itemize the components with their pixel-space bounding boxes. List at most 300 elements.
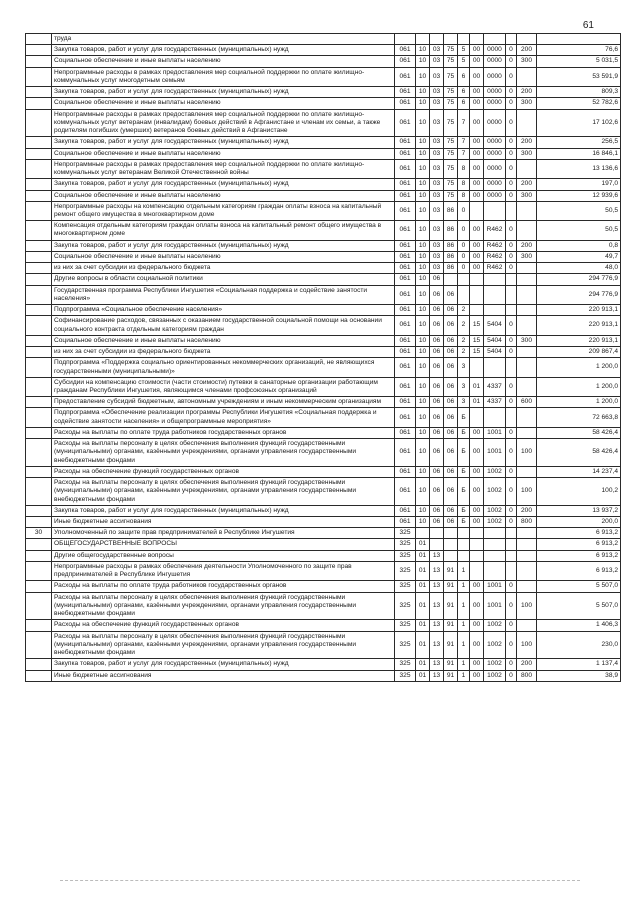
code-cell: 0 <box>506 335 517 346</box>
code-cell: 10 <box>416 397 430 408</box>
code-cell: 01 <box>470 397 484 408</box>
code-cell: 13 <box>430 581 444 592</box>
code-cell: 800 <box>517 517 537 528</box>
amount-cell <box>537 34 621 45</box>
amount-cell: 220 913,1 <box>537 305 621 316</box>
table-row <box>26 87 621 98</box>
code-cell: 200 <box>517 87 537 98</box>
row-number <box>26 592 52 620</box>
code-cell: 600 <box>517 397 537 408</box>
code-cell: 0 <box>506 620 517 631</box>
code-cell: 325 <box>395 620 416 631</box>
table-row <box>26 45 621 56</box>
code-cell: 1001 <box>484 581 506 592</box>
code-cell <box>517 285 537 304</box>
row-number <box>26 581 52 592</box>
row-number <box>26 34 52 45</box>
code-cell <box>470 201 484 220</box>
code-cell: 00 <box>470 505 484 516</box>
code-cell: 01 <box>416 561 430 580</box>
code-cell <box>506 274 517 285</box>
code-cell: 10 <box>416 347 430 358</box>
code-cell: 00 <box>470 478 484 506</box>
code-cell: 0000 <box>484 109 506 137</box>
code-cell <box>470 408 484 427</box>
code-cell: 0 <box>506 67 517 86</box>
code-cell: 01 <box>416 670 430 681</box>
code-cell: 0 <box>458 251 470 262</box>
code-cell: 10 <box>416 201 430 220</box>
code-cell: 061 <box>395 347 416 358</box>
amount-cell: 49,7 <box>537 251 621 262</box>
code-cell: 0 <box>506 670 517 681</box>
code-cell: 061 <box>395 137 416 148</box>
amount-cell: 1 200,0 <box>537 397 621 408</box>
code-cell: 75 <box>444 179 458 190</box>
code-cell: 0 <box>506 159 517 178</box>
row-number <box>26 517 52 528</box>
code-cell: 03 <box>430 179 444 190</box>
code-cell: 061 <box>395 377 416 396</box>
row-number <box>26 347 52 358</box>
code-cell <box>470 34 484 45</box>
code-cell <box>517 263 537 274</box>
code-cell: 00 <box>470 631 484 659</box>
table-row <box>26 190 621 201</box>
code-cell: 06 <box>444 517 458 528</box>
amount-cell: 50,5 <box>537 221 621 240</box>
code-cell: 13 <box>430 670 444 681</box>
code-cell: Б <box>458 439 470 467</box>
code-cell: 1 <box>458 561 470 580</box>
amount-cell: 6 913,2 <box>537 528 621 539</box>
amount-cell: 5 031,5 <box>537 56 621 67</box>
code-cell: 0 <box>458 201 470 220</box>
code-cell: 7 <box>458 109 470 137</box>
code-cell: 06 <box>444 316 458 335</box>
expense-name: Закупка товаров, работ и услуг для государственных (муниципальных) нужд <box>52 659 395 670</box>
code-cell: 0 <box>506 316 517 335</box>
row-number <box>26 305 52 316</box>
code-cell: 00 <box>470 67 484 86</box>
code-cell: 75 <box>444 190 458 201</box>
expense-name: Компенсация отдельным категориям граждан оплаты взноса на капитальный ремонт общего имущества в многоквартирном доме <box>52 221 395 240</box>
code-cell <box>458 274 470 285</box>
table-row <box>26 550 621 561</box>
row-number <box>26 335 52 346</box>
code-cell <box>470 358 484 377</box>
code-cell: 325 <box>395 550 416 561</box>
code-cell <box>517 528 537 539</box>
code-cell: 0000 <box>484 67 506 86</box>
code-cell: 10 <box>416 439 430 467</box>
code-cell: 00 <box>470 592 484 620</box>
code-cell: 06 <box>430 358 444 377</box>
table-row <box>26 670 621 681</box>
table-row <box>26 148 621 159</box>
row-number <box>26 285 52 304</box>
amount-cell: 0,8 <box>537 240 621 251</box>
code-cell <box>484 305 506 316</box>
amount-cell: 197,0 <box>537 179 621 190</box>
code-cell: 061 <box>395 240 416 251</box>
code-cell: 325 <box>395 581 416 592</box>
code-cell: 00 <box>470 45 484 56</box>
code-cell: 0000 <box>484 190 506 201</box>
code-cell: 06 <box>430 505 444 516</box>
row-number <box>26 263 52 274</box>
code-cell: 10 <box>416 87 430 98</box>
amount-cell: 220 913,1 <box>537 335 621 346</box>
code-cell: 061 <box>395 148 416 159</box>
code-cell: 10 <box>416 45 430 56</box>
code-cell: 0 <box>506 631 517 659</box>
amount-cell: 13 937,2 <box>537 505 621 516</box>
amount-cell: 294 776,9 <box>537 274 621 285</box>
code-cell <box>506 285 517 304</box>
code-cell: 03 <box>430 137 444 148</box>
code-cell: 325 <box>395 539 416 550</box>
amount-cell: 256,5 <box>537 137 621 148</box>
code-cell: 100 <box>517 478 537 506</box>
code-cell: 10 <box>416 305 430 316</box>
code-cell: 1002 <box>484 466 506 477</box>
code-cell: Б <box>458 505 470 516</box>
code-cell: 1002 <box>484 631 506 659</box>
code-cell: 10 <box>416 478 430 506</box>
code-cell: 0 <box>458 263 470 274</box>
code-cell: 06 <box>430 305 444 316</box>
code-cell <box>470 539 484 550</box>
table-row <box>26 478 621 506</box>
expense-name: Закупка товаров, работ и услуг для государственных (муниципальных) нужд <box>52 240 395 251</box>
code-cell <box>517 221 537 240</box>
code-cell: 0 <box>506 251 517 262</box>
code-cell: Б <box>458 427 470 438</box>
code-cell: Б <box>458 408 470 427</box>
row-number <box>26 240 52 251</box>
code-cell: 061 <box>395 427 416 438</box>
code-cell <box>517 358 537 377</box>
expense-name: труда <box>52 34 395 45</box>
code-cell <box>517 466 537 477</box>
code-cell: 1002 <box>484 517 506 528</box>
code-cell: 06 <box>430 316 444 335</box>
code-cell: 061 <box>395 274 416 285</box>
row-number <box>26 148 52 159</box>
code-cell <box>484 358 506 377</box>
code-cell: 2 <box>458 316 470 335</box>
code-cell: 200 <box>517 45 537 56</box>
table-row <box>26 240 621 251</box>
code-cell: 01 <box>416 659 430 670</box>
expense-name: Подпрограмма «Социальное обеспечение населения» <box>52 305 395 316</box>
table-row <box>26 159 621 178</box>
expense-name: Расходы на выплаты по оплате труда работников государственных органов <box>52 427 395 438</box>
code-cell: 00 <box>470 98 484 109</box>
code-cell: 06 <box>444 358 458 377</box>
code-cell: 0 <box>506 427 517 438</box>
expense-name: Непрограммные расходы в рамках предоставления мер социальной поддержки по оплате жилищно-коммунальных услуг ветеранам (инвалидам) боевых действий в Афганистане и членам их семьи, а также родителям погибших (умерших) ветеранов боевых действий в Афганистане <box>52 109 395 137</box>
expense-name: Непрограммные расходы в рамках предоставления мер социальной поддержки по оплате жилищно-коммунальных услуг ветеранам Великой Отечественной войны <box>52 159 395 178</box>
code-cell: 06 <box>430 408 444 427</box>
row-number <box>26 251 52 262</box>
amount-cell: 38,9 <box>537 670 621 681</box>
code-cell: 00 <box>470 190 484 201</box>
table-row <box>26 347 621 358</box>
expense-name: Закупка товаров, работ и услуг для государственных (муниципальных) нужд <box>52 45 395 56</box>
code-cell: 06 <box>430 439 444 467</box>
code-cell: 06 <box>430 466 444 477</box>
code-cell <box>517 305 537 316</box>
code-cell: 06 <box>430 285 444 304</box>
amount-cell: 12 939,6 <box>537 190 621 201</box>
amount-cell: 230,0 <box>537 631 621 659</box>
code-cell: 01 <box>416 550 430 561</box>
code-cell <box>517 67 537 86</box>
code-cell: 300 <box>517 335 537 346</box>
table-row <box>26 517 621 528</box>
code-cell <box>484 274 506 285</box>
table-row <box>26 397 621 408</box>
amount-cell: 5 507,0 <box>537 592 621 620</box>
code-cell: 300 <box>517 148 537 159</box>
amount-cell: 76,6 <box>537 45 621 56</box>
code-cell: 1002 <box>484 659 506 670</box>
code-cell <box>506 358 517 377</box>
amount-cell: 53 591,9 <box>537 67 621 86</box>
code-cell: 0 <box>506 87 517 98</box>
code-cell: Б <box>458 466 470 477</box>
code-cell: 03 <box>430 109 444 137</box>
code-cell: 0 <box>458 221 470 240</box>
code-cell <box>458 539 470 550</box>
expense-name: Социальное обеспечение и иные выплаты населению <box>52 190 395 201</box>
table-row <box>26 631 621 659</box>
code-cell: 325 <box>395 561 416 580</box>
code-cell: 325 <box>395 592 416 620</box>
code-cell: 0 <box>506 190 517 201</box>
table-row <box>26 539 621 550</box>
code-cell: 00 <box>470 670 484 681</box>
code-cell <box>517 159 537 178</box>
table-row <box>26 505 621 516</box>
table-row <box>26 427 621 438</box>
amount-cell: 14 237,4 <box>537 466 621 477</box>
code-cell: 6 <box>458 67 470 86</box>
amount-cell: 809,3 <box>537 87 621 98</box>
row-number <box>26 466 52 477</box>
table-row <box>26 316 621 335</box>
code-cell: 061 <box>395 478 416 506</box>
code-cell: 0000 <box>484 87 506 98</box>
code-cell: 10 <box>416 358 430 377</box>
amount-cell: 52 782,6 <box>537 98 621 109</box>
code-cell: 1001 <box>484 592 506 620</box>
code-cell: 06 <box>444 305 458 316</box>
code-cell: 06 <box>444 505 458 516</box>
code-cell: 0 <box>506 659 517 670</box>
code-cell: 10 <box>416 109 430 137</box>
amount-cell: 220 913,1 <box>537 316 621 335</box>
row-number <box>26 56 52 67</box>
expense-name: Социальное обеспечение и иные выплаты населению <box>52 335 395 346</box>
code-cell: 1 <box>458 670 470 681</box>
code-cell: 00 <box>470 581 484 592</box>
code-cell: 200 <box>517 505 537 516</box>
code-cell: 8 <box>458 179 470 190</box>
code-cell: 0 <box>506 148 517 159</box>
code-cell: 200 <box>517 179 537 190</box>
amount-cell: 209 867,4 <box>537 347 621 358</box>
row-number <box>26 137 52 148</box>
code-cell <box>444 274 458 285</box>
code-cell: 75 <box>444 56 458 67</box>
code-cell: 1002 <box>484 670 506 681</box>
code-cell: 061 <box>395 56 416 67</box>
code-cell: 8 <box>458 190 470 201</box>
code-cell: 00 <box>470 148 484 159</box>
row-number <box>26 274 52 285</box>
code-cell: 200 <box>517 137 537 148</box>
code-cell: 5404 <box>484 316 506 335</box>
table-row <box>26 137 621 148</box>
expense-name: Расходы на выплаты персоналу в целях обеспечения выполнения функций государственными (муниципальными) органами, казёнными учреждениями, органами управления государственными внебюджетными фондами <box>52 439 395 467</box>
amount-cell: 294 776,9 <box>537 285 621 304</box>
code-cell: 06 <box>444 335 458 346</box>
expense-name: Расходы на выплаты персоналу в целях обеспечения выполнения функций государственными (муниципальными) органами, казёнными учреждениями, органами управления государственными внебюджетными фондами <box>52 592 395 620</box>
code-cell: 3 <box>458 397 470 408</box>
code-cell: 1 <box>458 592 470 620</box>
code-cell: 00 <box>470 56 484 67</box>
code-cell <box>517 377 537 396</box>
code-cell <box>517 581 537 592</box>
code-cell: 1 <box>458 581 470 592</box>
code-cell: 0000 <box>484 179 506 190</box>
code-cell: 300 <box>517 98 537 109</box>
code-cell: 00 <box>470 620 484 631</box>
code-cell <box>444 34 458 45</box>
code-cell: 325 <box>395 528 416 539</box>
code-cell: 7 <box>458 137 470 148</box>
table-row <box>26 581 621 592</box>
code-cell: 00 <box>470 659 484 670</box>
code-cell: 10 <box>416 427 430 438</box>
code-cell: 4337 <box>484 377 506 396</box>
budget-table <box>25 33 621 682</box>
code-cell: 75 <box>444 137 458 148</box>
code-cell: 061 <box>395 201 416 220</box>
expense-name: Непрограммные расходы на компенсацию отдельным категориям граждан оплаты взноса на капитальный ремонт общего имущества в многоквартирном доме <box>52 201 395 220</box>
table-row <box>26 561 621 580</box>
code-cell: R462 <box>484 251 506 262</box>
code-cell: 10 <box>416 466 430 477</box>
code-cell: 061 <box>395 179 416 190</box>
code-cell: 10 <box>416 159 430 178</box>
amount-cell: 48,0 <box>537 263 621 274</box>
code-cell: 15 <box>470 316 484 335</box>
row-number: 30 <box>26 528 52 539</box>
code-cell <box>484 528 506 539</box>
code-cell: 0 <box>506 581 517 592</box>
code-cell: 03 <box>430 251 444 262</box>
code-cell: 03 <box>430 148 444 159</box>
code-cell: 03 <box>430 67 444 86</box>
code-cell: 06 <box>430 335 444 346</box>
code-cell: 00 <box>470 439 484 467</box>
table-row <box>26 659 621 670</box>
code-cell: 00 <box>470 179 484 190</box>
expense-name: из них за счет субсидии из федерального бюджета <box>52 347 395 358</box>
code-cell: 0 <box>506 263 517 274</box>
expense-name: Закупка товаров, работ и услуг для государственных (муниципальных) нужд <box>52 505 395 516</box>
code-cell: 0 <box>506 377 517 396</box>
code-cell: 300 <box>517 56 537 67</box>
code-cell: 061 <box>395 397 416 408</box>
code-cell: 91 <box>444 581 458 592</box>
code-cell: 01 <box>416 620 430 631</box>
code-cell <box>506 550 517 561</box>
code-cell <box>416 34 430 45</box>
row-number <box>26 159 52 178</box>
code-cell: 03 <box>430 263 444 274</box>
code-cell: 061 <box>395 98 416 109</box>
code-cell: 1001 <box>484 427 506 438</box>
code-cell: 5 <box>458 45 470 56</box>
code-cell: 13 <box>430 592 444 620</box>
code-cell: 03 <box>430 87 444 98</box>
code-cell: 00 <box>470 221 484 240</box>
code-cell <box>458 528 470 539</box>
table-row <box>26 592 621 620</box>
code-cell: 10 <box>416 240 430 251</box>
expense-name: Расходы на выплаты персоналу в целях обеспечения выполнения функций государственными (муниципальными) органами, казёнными учреждениями, органами управления государственными внебюджетными фондами <box>52 631 395 659</box>
code-cell <box>470 550 484 561</box>
table-row <box>26 274 621 285</box>
code-cell: 061 <box>395 159 416 178</box>
amount-cell: 1 137,4 <box>537 659 621 670</box>
table-row <box>26 221 621 240</box>
code-cell <box>430 34 444 45</box>
code-cell <box>484 34 506 45</box>
row-number <box>26 427 52 438</box>
code-cell <box>484 550 506 561</box>
code-cell: 00 <box>470 427 484 438</box>
code-cell: 01 <box>416 581 430 592</box>
amount-cell: 17 102,6 <box>537 109 621 137</box>
code-cell: 1 <box>458 631 470 659</box>
code-cell <box>458 550 470 561</box>
code-cell: 100 <box>517 631 537 659</box>
amount-cell: 58 426,4 <box>537 427 621 438</box>
code-cell: 061 <box>395 335 416 346</box>
code-cell: 061 <box>395 505 416 516</box>
code-cell: 00 <box>470 240 484 251</box>
code-cell: 91 <box>444 620 458 631</box>
table-row <box>26 67 621 86</box>
row-number <box>26 561 52 580</box>
code-cell: 0 <box>506 397 517 408</box>
code-cell: 10 <box>416 137 430 148</box>
row-number <box>26 358 52 377</box>
table-row <box>26 335 621 346</box>
code-cell: 325 <box>395 631 416 659</box>
code-cell: 13 <box>430 631 444 659</box>
code-cell: 06 <box>444 397 458 408</box>
amount-cell: 200,0 <box>537 517 621 528</box>
code-cell: 061 <box>395 305 416 316</box>
code-cell: 0000 <box>484 159 506 178</box>
